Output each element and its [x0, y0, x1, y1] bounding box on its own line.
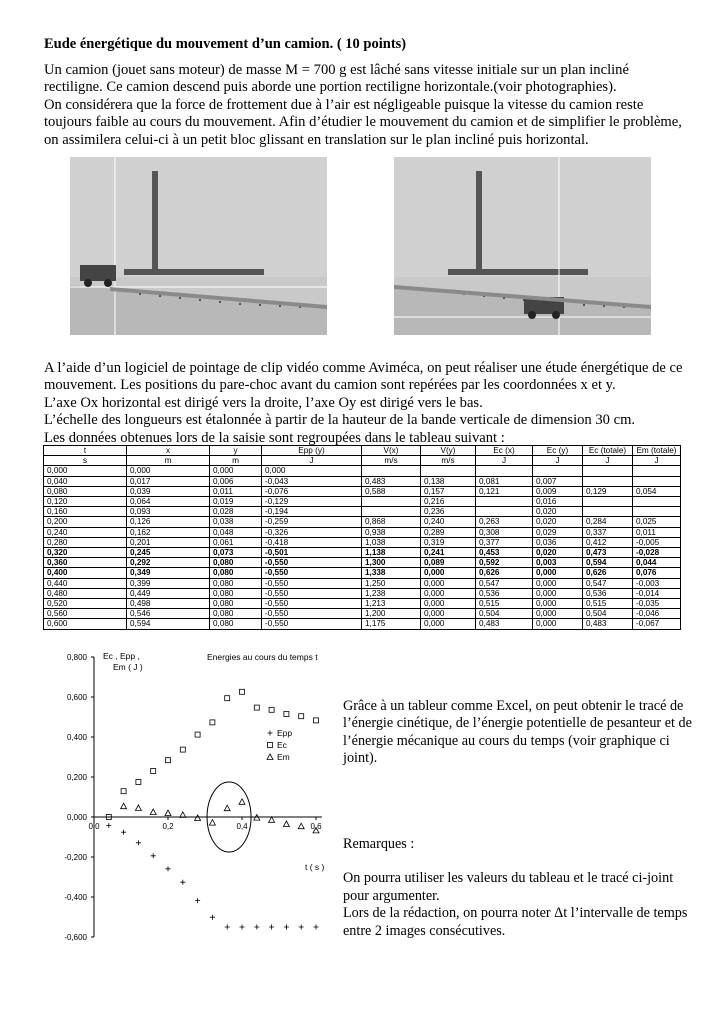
em-point: [269, 817, 275, 823]
table-cell: 0,480: [44, 588, 127, 598]
photo-truck-start: [70, 157, 327, 335]
table-row: [44, 507, 681, 517]
legend-marker-epp: [268, 731, 273, 736]
photo-truck-end: [394, 157, 651, 335]
chart-explanation: Grâce à un tableur comme Excel, on peut obtenir le tracé de l’énergie cinétique, de l’énergie potentielle de pesanteur et de l’énergie mécanique au cours du temps (voir graphique ci joint).: [343, 698, 692, 767]
table-cell: [362, 507, 421, 517]
table-cell: 0,028: [210, 507, 262, 517]
table-cell: 0,000: [44, 466, 127, 476]
em-point: [239, 799, 245, 805]
table-cell: 1,038: [362, 537, 421, 547]
table-row: [44, 588, 681, 598]
epp-point: [121, 830, 126, 835]
table-cell: 1,138: [362, 548, 421, 558]
table-row: [44, 466, 681, 476]
table-row: [44, 558, 681, 568]
x-tick-label: 0,6: [310, 822, 322, 831]
data-table: [43, 445, 681, 630]
table-cell: -0,043: [262, 476, 362, 486]
table-cell: 0,080: [210, 619, 262, 629]
table-cell: 0,626: [476, 568, 533, 578]
table-cell: [533, 466, 583, 476]
table-cell: [362, 466, 421, 476]
table-cell: 0,320: [44, 548, 127, 558]
table-cell: 0,400: [44, 568, 127, 578]
table-cell: -0,259: [262, 517, 362, 527]
table-cell: 0,076: [633, 568, 681, 578]
table-cell: 0,280: [44, 537, 127, 547]
column-unit: m: [127, 456, 210, 466]
table-cell: 0,284: [583, 517, 633, 527]
table-row: [44, 548, 681, 558]
table-cell: 0,000: [533, 599, 583, 609]
column-header: Epp (y): [262, 446, 362, 456]
table-cell: 0,349: [127, 568, 210, 578]
table-cell: 0,029: [533, 527, 583, 537]
legend-label: Ec: [277, 740, 287, 750]
method-line: L’échelle des longueurs est étalonnée à partir de la hauteur de la bande verticale de dimension 30 cm.: [44, 412, 636, 429]
intro-text: [44, 62, 684, 149]
em-point: [209, 820, 215, 826]
table-cell: 0,080: [210, 588, 262, 598]
column-unit: s: [44, 456, 127, 466]
table-cell: 0,160: [44, 507, 127, 517]
table-cell: 0,240: [44, 527, 127, 537]
y-tick-label: -0,600: [64, 933, 87, 942]
table-cell: 0,483: [362, 476, 421, 486]
table-cell: 0,449: [127, 588, 210, 598]
table-cell: 0,536: [476, 588, 533, 598]
table-cell: 0,000: [533, 568, 583, 578]
table-cell: 0,289: [421, 527, 476, 537]
table-cell: 0,000: [533, 588, 583, 598]
table-cell: 0,626: [583, 568, 633, 578]
y-axis-label-2: Em ( J ): [113, 662, 143, 672]
table-cell: [421, 466, 476, 476]
epp-point: [180, 880, 185, 885]
table-cell: 1,250: [362, 578, 421, 588]
table-cell: 0,009: [533, 486, 583, 496]
intro-paragraph: On considérera que la force de frottement due à l’air est négligeable puisque la vitesse du camion reste toujours faible au cours du mouvement. Afin d’étudier le mouvement du camion et de simplifier le problème, on assimilera celui-ci à un petit bloc glissant en translation sur le plan incliné puis horizontal.: [44, 96, 682, 148]
y-tick-label: -0,400: [64, 893, 87, 902]
column-header: t: [44, 446, 127, 456]
method-text: [44, 360, 684, 447]
column-unit: J: [583, 456, 633, 466]
table-cell: 0,000: [533, 609, 583, 619]
table-cell: 0,588: [362, 486, 421, 496]
table-cell: 0,000: [421, 619, 476, 629]
column-unit: m/s: [421, 456, 476, 466]
method-line: A l’aide d’un logiciel de pointage de clip vidéo comme Aviméca, on peut réaliser une étude énergétique de ce mouvement. Les positions du pare-choc avant du camion sont repérées par les coordonnées x et y.: [44, 360, 683, 394]
em-point: [298, 823, 304, 829]
table-cell: 0,412: [583, 537, 633, 547]
x-tick-label: 0,0: [88, 822, 100, 831]
column-header: V(y): [421, 446, 476, 456]
epp-point: [314, 925, 319, 930]
ec-point: [225, 696, 230, 701]
table-cell: 1,175: [362, 619, 421, 629]
y-tick-label: 0,200: [66, 773, 87, 782]
y-axis-label-1: Ec , Epp ,: [103, 651, 140, 661]
table-row: [44, 609, 681, 619]
table-cell: 0,011: [633, 527, 681, 537]
table-cell: 0,515: [476, 599, 533, 609]
table-cell: -0,005: [633, 537, 681, 547]
table-cell: 0,080: [210, 578, 262, 588]
em-point: [135, 805, 141, 811]
table-cell: 0,093: [127, 507, 210, 517]
table-cell: 0,162: [127, 527, 210, 537]
ec-point: [166, 758, 171, 763]
table-row: [44, 476, 681, 486]
column-unit: J: [533, 456, 583, 466]
ec-point: [195, 732, 200, 737]
table-cell: 0,007: [533, 476, 583, 486]
table-cell: 1,338: [362, 568, 421, 578]
epp-point: [195, 898, 200, 903]
table-cell: 0,048: [210, 527, 262, 537]
ec-point: [210, 720, 215, 725]
table-cell: 0,600: [44, 619, 127, 629]
ec-point: [254, 705, 259, 710]
table-cell: 0,483: [583, 619, 633, 629]
table-cell: 0,138: [421, 476, 476, 486]
table-cell: 1,238: [362, 588, 421, 598]
intro-paragraph: Un camion (jouet sans moteur) de masse M = 700 g est lâché sans vitesse initiale sur un plan incliné rectiligne. Ce camion descend puis aborde une portion rectiligne horizontale.(voir photographies).: [44, 62, 629, 96]
table-cell: 0,016: [533, 497, 583, 507]
table-cell: -0,550: [262, 588, 362, 598]
table-cell: 0,594: [127, 619, 210, 629]
column-header: Ec (y): [533, 446, 583, 456]
x-tick-label: 0,2: [162, 822, 174, 831]
table-cell: -0,035: [633, 599, 681, 609]
em-point: [224, 805, 230, 811]
table-cell: 0,515: [583, 599, 633, 609]
y-tick-label: 0,400: [66, 733, 87, 742]
x-axis-label: t ( s ): [305, 862, 325, 872]
table-unit-row: [44, 456, 681, 466]
table-cell: 0,308: [476, 527, 533, 537]
table-cell: 0,868: [362, 517, 421, 527]
table-cell: [476, 466, 533, 476]
table-cell: 0,399: [127, 578, 210, 588]
remark-line: Lors de la rédaction, on pourra noter Δt l’intervalle de temps entre 2 images consécutives.: [343, 905, 688, 939]
table-row: [44, 517, 681, 527]
table-cell: 0,520: [44, 599, 127, 609]
table-row: [44, 619, 681, 629]
table-cell: 0,000: [262, 466, 362, 476]
column-unit: m: [210, 456, 262, 466]
table-cell: -0,028: [633, 548, 681, 558]
table-cell: 0,129: [583, 486, 633, 496]
em-point: [121, 803, 127, 809]
table-row: [44, 497, 681, 507]
table-cell: 0,337: [583, 527, 633, 537]
table-cell: 0,044: [633, 558, 681, 568]
epp-point: [210, 915, 215, 920]
table-cell: [476, 497, 533, 507]
table-cell: 0,000: [421, 599, 476, 609]
table-cell: 0,020: [533, 548, 583, 558]
y-tick-label: 0,000: [66, 813, 87, 822]
table-cell: -0,418: [262, 537, 362, 547]
table-cell: 0,504: [583, 609, 633, 619]
table-cell: 1,300: [362, 558, 421, 568]
epp-point: [254, 925, 259, 930]
column-header: x: [127, 446, 210, 456]
table-cell: [583, 507, 633, 517]
table-cell: 0,216: [421, 497, 476, 507]
table-cell: 0,319: [421, 537, 476, 547]
legend-marker-em: [267, 754, 273, 760]
table-cell: 0,453: [476, 548, 533, 558]
ec-point: [240, 689, 245, 694]
table-cell: 0,157: [421, 486, 476, 496]
table-cell: 0,498: [127, 599, 210, 609]
column-unit: J: [476, 456, 533, 466]
table-cell: 0,263: [476, 517, 533, 527]
table-cell: 0,089: [421, 558, 476, 568]
column-unit: m/s: [362, 456, 421, 466]
table-cell: 0,000: [210, 466, 262, 476]
ec-point: [299, 714, 304, 719]
table-cell: -0,067: [633, 619, 681, 629]
y-tick-label: -0,200: [64, 853, 87, 862]
em-point: [150, 809, 156, 815]
table-cell: 0,504: [476, 609, 533, 619]
chart-title: Energies au cours du temps t: [207, 652, 318, 662]
table-cell: 0,938: [362, 527, 421, 537]
table-cell: 0,547: [583, 578, 633, 588]
table-cell: [633, 476, 681, 486]
table-cell: 0,440: [44, 578, 127, 588]
table-cell: 0,241: [421, 548, 476, 558]
table-cell: [476, 507, 533, 517]
column-unit: J: [633, 456, 681, 466]
legend-label: Epp: [277, 728, 293, 738]
table-cell: 0,000: [127, 466, 210, 476]
table-cell: 0,200: [44, 517, 127, 527]
table-cell: -0,014: [633, 588, 681, 598]
x-tick-label: 0,4: [236, 822, 248, 831]
table-cell: 0,080: [210, 558, 262, 568]
table-cell: -0,550: [262, 558, 362, 568]
table-row: [44, 599, 681, 609]
table-cell: 0,038: [210, 517, 262, 527]
epp-point: [151, 853, 156, 858]
ec-point: [269, 707, 274, 712]
table-cell: [583, 497, 633, 507]
method-line: L’axe Ox horizontal est dirigé vers la droite, l’axe Oy est dirigé vers le bas.: [44, 394, 483, 411]
table-cell: 0,080: [210, 568, 262, 578]
table-cell: 0,039: [127, 486, 210, 496]
table-cell: 1,200: [362, 609, 421, 619]
table-cell: [583, 476, 633, 486]
table-cell: -0,076: [262, 486, 362, 496]
table-cell: 0,000: [533, 578, 583, 588]
table-cell: 0,025: [633, 517, 681, 527]
table-cell: 0,560: [44, 609, 127, 619]
table-header-row: [44, 446, 681, 456]
ec-point: [180, 747, 185, 752]
table-cell: -0,550: [262, 568, 362, 578]
table-cell: 0,592: [476, 558, 533, 568]
table-cell: 0,483: [476, 619, 533, 629]
table-cell: 0,360: [44, 558, 127, 568]
table-cell: [633, 507, 681, 517]
table-cell: 0,536: [583, 588, 633, 598]
table-cell: -0,129: [262, 497, 362, 507]
ec-point: [121, 789, 126, 794]
epp-point: [240, 925, 245, 930]
table-cell: 1,213: [362, 599, 421, 609]
table-cell: -0,550: [262, 609, 362, 619]
em-point: [165, 810, 171, 816]
epp-point: [225, 925, 230, 930]
y-tick-label: 0,800: [66, 653, 87, 662]
legend-label: Em: [277, 752, 290, 762]
table-cell: [583, 466, 633, 476]
column-header: Ec (x): [476, 446, 533, 456]
table-cell: 0,054: [633, 486, 681, 496]
table-cell: 0,006: [210, 476, 262, 486]
table-cell: 0,000: [533, 619, 583, 629]
energy-chart: [55, 645, 335, 950]
table-cell: 0,201: [127, 537, 210, 547]
table-cell: -0,550: [262, 599, 362, 609]
table-cell: 0,011: [210, 486, 262, 496]
table-cell: 0,080: [210, 609, 262, 619]
table-cell: 0,000: [421, 609, 476, 619]
table-cell: 0,036: [533, 537, 583, 547]
table-cell: 0,000: [421, 588, 476, 598]
table-cell: 0,594: [583, 558, 633, 568]
table-row: [44, 486, 681, 496]
table-cell: 0,064: [127, 497, 210, 507]
table-cell: 0,080: [44, 486, 127, 496]
column-unit: J: [262, 456, 362, 466]
epp-point: [106, 823, 111, 828]
em-point: [180, 812, 186, 818]
table-cell: 0,245: [127, 548, 210, 558]
ec-point: [151, 769, 156, 774]
table-cell: 0,121: [476, 486, 533, 496]
em-point: [195, 815, 201, 821]
table-cell: -0,194: [262, 507, 362, 517]
epp-point: [284, 925, 289, 930]
remark-line: On pourra utiliser les valeurs du tableau et le tracé ci-joint pour argumenter.: [343, 870, 674, 904]
page-title: Eude énergétique du mouvement d’un camion. ( 10 points): [44, 36, 407, 52]
table-cell: 0,019: [210, 497, 262, 507]
table-row: [44, 537, 681, 547]
table-cell: -0,326: [262, 527, 362, 537]
table-cell: -0,003: [633, 578, 681, 588]
method-line: Les données obtenues lors de la saisie sont regroupées dans le tableau suivant :: [44, 429, 505, 446]
table-cell: 0,120: [44, 497, 127, 507]
table-cell: 0,473: [583, 548, 633, 558]
ec-point: [314, 718, 319, 723]
y-tick-label: 0,600: [66, 693, 87, 702]
table-cell: 0,547: [476, 578, 533, 588]
table-cell: 0,546: [127, 609, 210, 619]
table-cell: 0,000: [421, 568, 476, 578]
ec-point: [284, 712, 289, 717]
column-header: V(x): [362, 446, 421, 456]
table-cell: -0,550: [262, 578, 362, 588]
table-cell: 0,073: [210, 548, 262, 558]
table-cell: 0,020: [533, 517, 583, 527]
column-header: Em (totale): [633, 446, 681, 456]
table-cell: 0,003: [533, 558, 583, 568]
table-cell: 0,020: [533, 507, 583, 517]
ec-point: [136, 780, 141, 785]
table-cell: 0,126: [127, 517, 210, 527]
table-cell: 0,061: [210, 537, 262, 547]
table-cell: -0,550: [262, 619, 362, 629]
table-cell: [362, 497, 421, 507]
legend-marker-ec: [268, 743, 273, 748]
table-cell: [633, 497, 681, 507]
epp-point: [269, 925, 274, 930]
column-header: y: [210, 446, 262, 456]
epp-point: [166, 866, 171, 871]
column-header: Ec (totale): [583, 446, 633, 456]
table-cell: 0,017: [127, 476, 210, 486]
remarks: [343, 836, 693, 940]
table-row: [44, 578, 681, 588]
table-row: [44, 568, 681, 578]
epp-point: [136, 840, 141, 845]
table-cell: 0,292: [127, 558, 210, 568]
table-cell: 0,081: [476, 476, 533, 486]
remarks-heading: Remarques :: [343, 836, 415, 852]
epp-point: [299, 925, 304, 930]
table-cell: 0,236: [421, 507, 476, 517]
table-cell: -0,501: [262, 548, 362, 558]
table-cell: 0,000: [421, 578, 476, 588]
table-cell: 0,377: [476, 537, 533, 547]
table-cell: -0,046: [633, 609, 681, 619]
table-cell: 0,080: [210, 599, 262, 609]
table-cell: [633, 466, 681, 476]
table-cell: 0,240: [421, 517, 476, 527]
table-cell: 0,040: [44, 476, 127, 486]
table-row: [44, 527, 681, 537]
em-point: [283, 821, 289, 827]
